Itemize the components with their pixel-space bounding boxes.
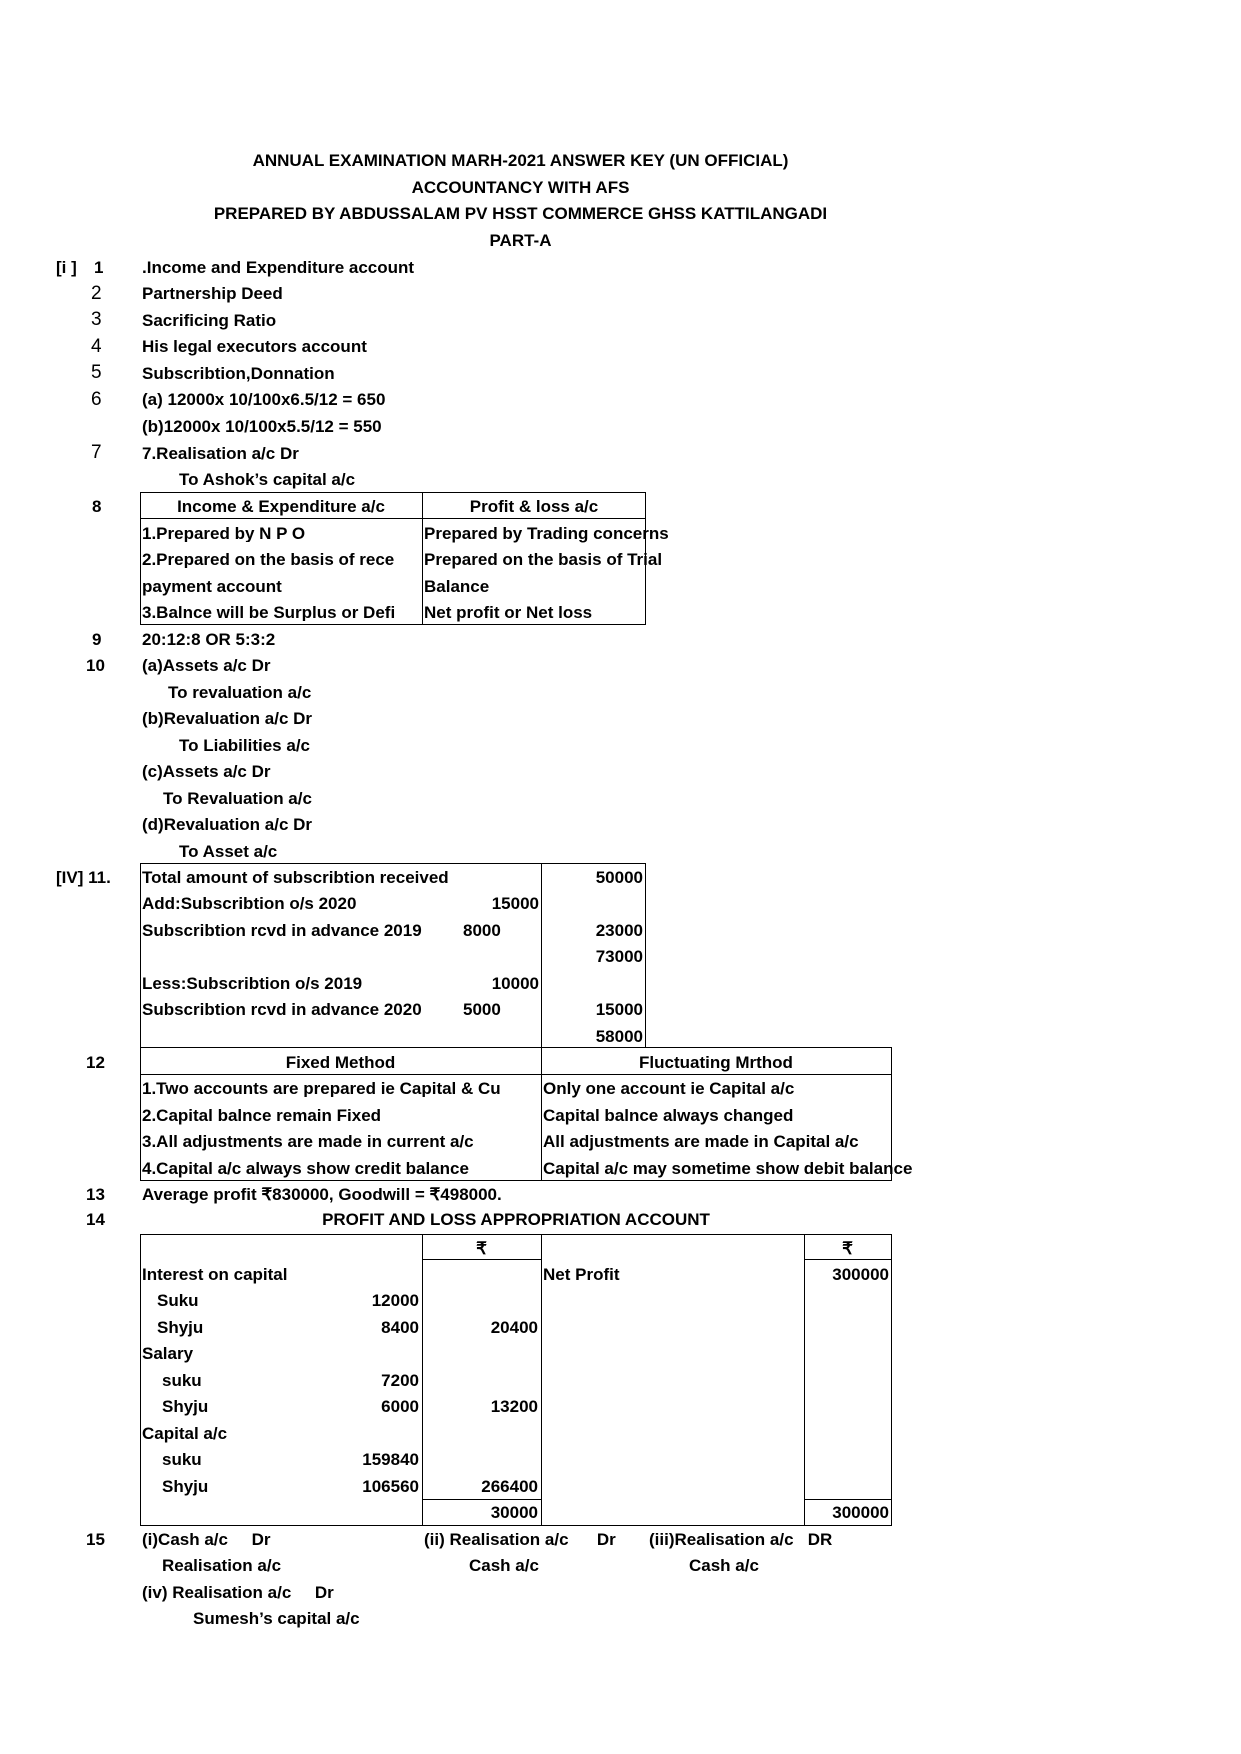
q10-number: 10 bbox=[86, 656, 105, 675]
q10-line-2: To revaluation a/c bbox=[168, 683, 312, 702]
q11-row-1-label: Total amount of subscribtion received bbox=[142, 868, 449, 887]
q4-answer: His legal executors account bbox=[142, 337, 367, 356]
q10-line-3: (b)Revaluation a/c Dr bbox=[142, 709, 313, 728]
q11-row-5-amount: 10000 bbox=[491, 974, 539, 993]
q10-line-8: To Asset a/c bbox=[179, 842, 278, 861]
q15-iii-line-1: (iii)Realisation a/c DR bbox=[649, 1530, 833, 1549]
q14-salary-suku-amount: 7200 bbox=[381, 1371, 419, 1390]
q14-number: 14 bbox=[86, 1210, 105, 1229]
q11-row-2-label: Add:Subscribtion o/s 2020 bbox=[142, 894, 357, 913]
section-label-i: [i ] bbox=[56, 258, 77, 277]
q14-salary-suku: suku bbox=[162, 1371, 202, 1390]
q1-number: 1 bbox=[94, 258, 104, 277]
q15-ii-line-1: (ii) Realisation a/c Dr bbox=[424, 1530, 616, 1549]
q8-row-2-col2: Prepared on the basis of Trial bbox=[424, 550, 663, 569]
q8-number: 8 bbox=[92, 497, 102, 516]
q5-number: 5 bbox=[91, 362, 102, 383]
q11-row-2-amount: 15000 bbox=[491, 894, 539, 913]
q11-row-3-label: Subscribtion rcvd in advance 2019 bbox=[142, 921, 422, 940]
q15-number: 15 bbox=[86, 1530, 105, 1549]
q14-salary-label: Salary bbox=[142, 1344, 194, 1363]
q12-row-4-col2: Capital a/c may sometime show debit balance bbox=[543, 1159, 913, 1178]
q15-i-line-1: (i)Cash a/c Dr bbox=[142, 1530, 271, 1549]
q8-row-3-col1: payment account bbox=[142, 577, 282, 596]
q12-row-2-col2: Capital balnce always changed bbox=[543, 1106, 794, 1125]
q12-row-2-col1: 2.Capital balnce remain Fixed bbox=[142, 1106, 382, 1125]
q8-row-4-col2: Net profit or Net loss bbox=[424, 603, 593, 622]
q14-title: PROFIT AND LOSS APPROPRIATION ACCOUNT bbox=[322, 1210, 710, 1229]
q8-row-1-col1: 1.Prepared by N P O bbox=[142, 525, 306, 542]
q4-number: 4 bbox=[91, 336, 102, 357]
q14-interest-suku-amount: 12000 bbox=[371, 1291, 419, 1310]
q1-answer: .Income and Expenditure account bbox=[142, 258, 415, 277]
q12-row-3-col1: 3.All adjustments are made in current a/c bbox=[142, 1132, 474, 1151]
q14-interest-shyju: Shyju bbox=[157, 1318, 204, 1337]
q11-row-6-total: 15000 bbox=[595, 1000, 643, 1019]
q12-col1-header: Fixed Method bbox=[285, 1053, 396, 1072]
q14-capital-total: 266400 bbox=[481, 1477, 538, 1496]
q3-number: 3 bbox=[91, 309, 102, 330]
q5-answer: Subscribtion,Donnation bbox=[142, 364, 335, 383]
q14-interest-suku: Suku bbox=[157, 1291, 199, 1310]
q8-row-4-col1: 3.Balnce will be Surplus or Defi bbox=[142, 604, 396, 621]
q11-row-3-amount: 8000 bbox=[463, 921, 501, 940]
q12-row-3-col2: All adjustments are made in Capital a/c bbox=[543, 1132, 859, 1151]
q9-number: 9 bbox=[92, 630, 102, 649]
q8-row-3-col2: Balance bbox=[424, 577, 490, 596]
q9-answer: 20:12:8 OR 5:3:2 bbox=[142, 630, 276, 649]
q2-answer: Partnership Deed bbox=[142, 284, 283, 303]
q12-number: 12 bbox=[86, 1053, 105, 1072]
q11-subtotal: 73000 bbox=[595, 947, 643, 966]
q8-col1-header: Income & Expenditure a/c bbox=[177, 497, 385, 516]
q8-col2-header: Profit & loss a/c bbox=[469, 497, 599, 516]
q14-capital-suku: suku bbox=[162, 1450, 202, 1469]
q11-final-amount: 58000 bbox=[595, 1027, 643, 1046]
header-line-3: PREPARED BY ABDUSSALAM PV HSST COMMERCE GHSS KATTILANGADI bbox=[213, 204, 828, 223]
header-line-4: PART-A bbox=[489, 231, 552, 250]
header-line-1: ANNUAL EXAMINATION MARH-2021 ANSWER KEY (UN OFFICIAL) bbox=[252, 151, 789, 170]
q8-row-2-col1: 2.Prepared on the basis of rece bbox=[142, 551, 395, 568]
q14-interest-label: Interest on capital bbox=[142, 1265, 288, 1284]
q14-salary-shyju: Shyju bbox=[162, 1397, 209, 1416]
q7-line-1: 7.Realisation a/c Dr bbox=[142, 444, 299, 463]
q14-interest-shyju-amount: 8400 bbox=[381, 1318, 419, 1337]
q11-label: [IV] 11. bbox=[56, 868, 111, 887]
q3-answer: Sacrificing Ratio bbox=[142, 311, 277, 330]
q15-i-line-2: Realisation a/c bbox=[162, 1556, 282, 1575]
q7-number: 7 bbox=[91, 442, 102, 463]
q14-credit-currency: ₹ bbox=[842, 1239, 853, 1258]
q14-interest-total: 20400 bbox=[490, 1318, 538, 1337]
q12-row-1-col1: 1.Two accounts are prepared ie Capital & Cu bbox=[142, 1080, 501, 1097]
q11-row-1-total: 50000 bbox=[595, 868, 643, 887]
q15-ii-line-2: Cash a/c bbox=[469, 1556, 539, 1575]
q10-line-6: To Revaluation a/c bbox=[163, 789, 312, 808]
q15-iii-line-2: Cash a/c bbox=[689, 1556, 759, 1575]
q10-line-5: (c)Assets a/c Dr bbox=[142, 762, 271, 781]
q12-col2-header: Fluctuating Mrthod bbox=[639, 1053, 793, 1072]
q11-row-5-label: Less:Subscribtion o/s 2019 bbox=[142, 974, 363, 993]
q11-row-3-total: 23000 bbox=[595, 921, 643, 940]
q12-row-1-col2: Only one account ie Capital a/c bbox=[543, 1079, 795, 1098]
q12-row-4-col1: 4.Capital a/c always show credit balance bbox=[142, 1159, 469, 1178]
q6-line-a: (a) 12000x 10/100x6.5/12 = 650 bbox=[142, 390, 386, 409]
q14-net-profit-label: Net Profit bbox=[543, 1265, 620, 1284]
q14-capital-label: Capital a/c bbox=[142, 1424, 228, 1443]
q11-row-6-amount: 5000 bbox=[463, 1000, 501, 1019]
q13-number: 13 bbox=[86, 1185, 105, 1204]
q10-line-7: (d)Revaluation a/c Dr bbox=[142, 815, 313, 834]
q15-iv-line-1: (iv) Realisation a/c Dr bbox=[142, 1583, 334, 1602]
q14-capital-suku-amount: 159840 bbox=[362, 1450, 419, 1469]
q10-line-1: (a)Assets a/c Dr bbox=[142, 656, 271, 675]
q14-debit-total: 30000 bbox=[490, 1503, 538, 1522]
q11-row-6-label: Subscribtion rcvd in advance 2020 bbox=[142, 1000, 422, 1019]
q14-credit-total: 300000 bbox=[832, 1503, 889, 1522]
q6-line-b: (b)12000x 10/100x5.5/12 = 550 bbox=[142, 417, 382, 436]
q8-row-1-col2: Prepared by Trading concerns bbox=[424, 524, 669, 543]
q14-capital-shyju: Shyju bbox=[162, 1477, 209, 1496]
q10-line-4: To Liabilities a/c bbox=[179, 736, 310, 755]
header-line-2: ACCOUNTANCY WITH AFS bbox=[411, 178, 630, 197]
q7-line-2: To Ashok’s capital a/c bbox=[179, 470, 356, 489]
q14-net-profit-amount: 300000 bbox=[832, 1265, 889, 1284]
q13-answer: Average profit ₹830000, Goodwill = ₹498000. bbox=[142, 1185, 502, 1204]
q2-number: 2 bbox=[91, 283, 102, 304]
q14-debit-currency: ₹ bbox=[476, 1239, 487, 1258]
q14-salary-total: 13200 bbox=[490, 1397, 538, 1416]
q15-iv-line-2: Sumesh’s capital a/c bbox=[193, 1609, 360, 1628]
q14-salary-shyju-amount: 6000 bbox=[381, 1397, 419, 1416]
q6-number: 6 bbox=[91, 389, 102, 410]
q14-capital-shyju-amount: 106560 bbox=[362, 1477, 419, 1496]
